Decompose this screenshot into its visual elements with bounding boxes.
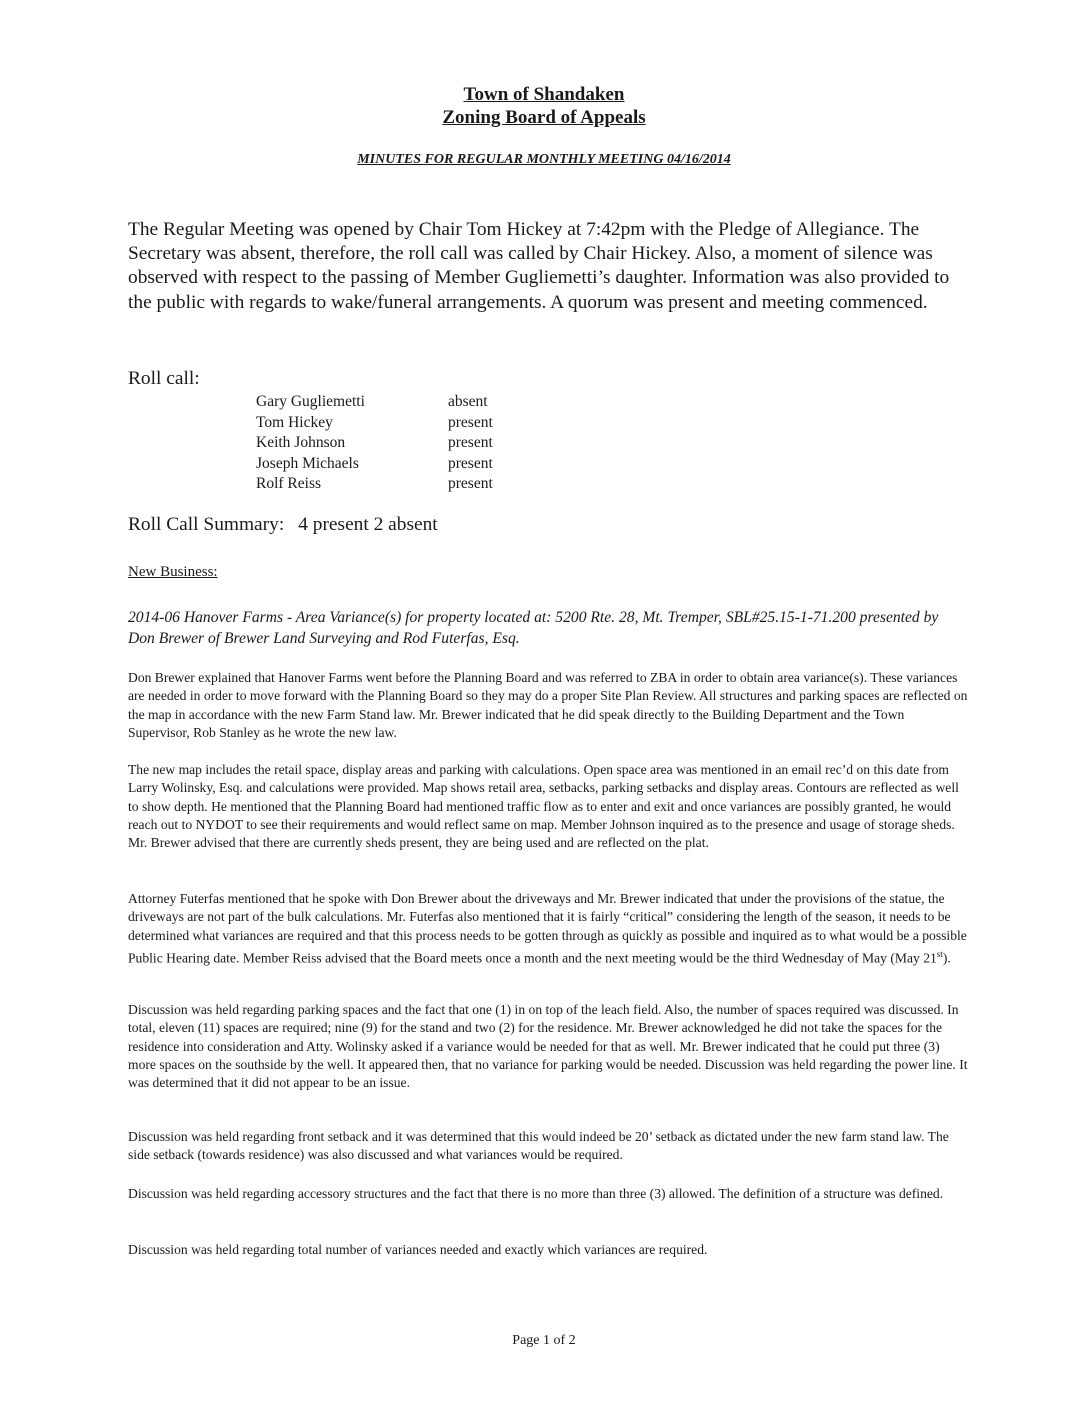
roll-call-summary (128, 514, 438, 536)
paragraph-3-end: ). (942, 950, 951, 966)
agenda-item-heading: 2014-06 Hanover Farms - Area Variance(s) for property located at: 5200 Rte. 28, Mt. Tremper, SBL#25.15-1-71.200 presented by Don Brewer of Brewer Land Surveying and Rod Futerfas, Esq. (128, 609, 939, 647)
roll-call-row (256, 474, 493, 495)
document-title-town: Town of Shandaken (463, 84, 625, 105)
member-name: Joseph Michaels (256, 454, 359, 472)
roll-call-summary-label: Roll Call Summary: (128, 514, 285, 535)
minutes-paragraph-6: Discussion was held regarding accessory structures and the fact that there is no more than three (3) allowed. The definition of a structure was defined. (128, 1186, 944, 1201)
member-name: Rolf Reiss (256, 475, 322, 492)
member-name: Gary Gugliemetti (256, 393, 365, 410)
member-status: present (448, 454, 493, 472)
minutes-paragraph-3 (128, 890, 968, 968)
intro-paragraph: The Regular Meeting was opened by Chair Tom Hickey at 7:42pm with the Pledge of Allegiance. The Secretary was absent, therefore, the roll call was called by Chair Hickey. Also, a moment of silence was observed with respect to the passing of Member Gugliemetti’s daughter. Information was also provided to the public with regards to wake/funeral arrangements. A quorum was present and meeting commenced. (128, 219, 950, 313)
roll-call-table (256, 392, 493, 495)
roll-call-row (256, 392, 493, 413)
page-number: Page 1 of 2 (512, 1333, 576, 1348)
roll-call-summary-value: 4 present 2 absent (298, 514, 438, 535)
minutes-paragraph-2: The new map includes the retail space, display areas and parking with calculations. Open space area was mentioned in an email rec’d on this date from Larry Wolinsky, Esq. and calculations were provided. Map shows retail area, setbacks, parking setbacks and display areas. Contours are reflected as well to show depth. He mentioned that the Planning Board had mentioned traffic flow as to enter and exit and once variances are possibly granted, he would reach out to NYDOT to see their requirements and would reflect same on map. Member Johnson inquired as to the presence and usage of storage sheds. Mr. Brewer advised that there are currently sheds present, they are being used and are reflected on the plat. (128, 762, 959, 851)
minutes-paragraph-4: Discussion was held regarding parking spaces and the fact that one (1) in on top of the leach field. Also, the number of spaces required was discussed. In total, eleven (11) spaces are required; nine (9) for the stand and two (2) for the residence. Mr. Brewer acknowledged he did not take the spaces for the residence into consideration and Atty. Wolinsky asked if a variance would be needed for that as well. Mr. Brewer indicated that he could put three (3) more spaces on the southside by the well. It appeared then, that no variance for parking would be needed. Discussion was held regarding the power line. It was determined that it did not appear to be an issue. (128, 1002, 968, 1091)
member-name: Keith Johnson (256, 434, 346, 451)
ordinal-suffix: st (936, 948, 943, 959)
member-status: present (448, 434, 493, 451)
member-status: present (448, 413, 493, 431)
roll-call-row (256, 433, 493, 454)
member-name: Tom Hickey (256, 413, 333, 431)
member-status: present (448, 475, 493, 492)
new-business-label: New Business: (128, 564, 218, 580)
roll-call-row (256, 413, 493, 434)
roll-call-label: Roll call: (128, 368, 200, 389)
minutes-paragraph-1: Don Brewer explained that Hanover Farms went before the Planning Board and was referred to ZBA in order to obtain area variance(s). These variances are needed in order to move forward with the Planning Board so they may do a proper Site Plan Review. All structures and parking spaces are reflected on the map in accordance with the new Farm Stand law. Mr. Brewer indicated that he did speak directly to the Building Department and the Town Supervisor, Rob Stanley as he wrote the new law. (128, 670, 968, 740)
minutes-paragraph-7: Discussion was held regarding total number of variances needed and exactly which variances are required. (128, 1242, 708, 1257)
paragraph-3-text: Attorney Futerfas mentioned that he spoke with Don Brewer about the driveways and Mr. Brewer indicated that under the provisions of the statue, the driveways are not part of the bulk calculations. Mr. Futerfas also mentioned that it is fairly “critical” considering the length of the season, it needs to be determined what variances are required and that this process needs to be gotten through as quickly as possible and inquired as to what would be a possible Public Hearing date. Member Reiss advised that the Board meets once a month and the next meeting would be the third Wednesday of May (May 21 (128, 891, 967, 966)
document-title-board: Zoning Board of Appeals (442, 107, 646, 128)
minutes-paragraph-5: Discussion was held regarding front setback and it was determined that this would indeed be 20’ setback as dictated under the new farm stand law. The side setback (towards residence) was also discussed and what variances would be required. (128, 1129, 949, 1163)
member-status: absent (448, 393, 488, 410)
minutes-subtitle: MINUTES FOR REGULAR MONTHLY MEETING 04/16/2014 (357, 152, 731, 167)
roll-call-row (256, 454, 493, 475)
